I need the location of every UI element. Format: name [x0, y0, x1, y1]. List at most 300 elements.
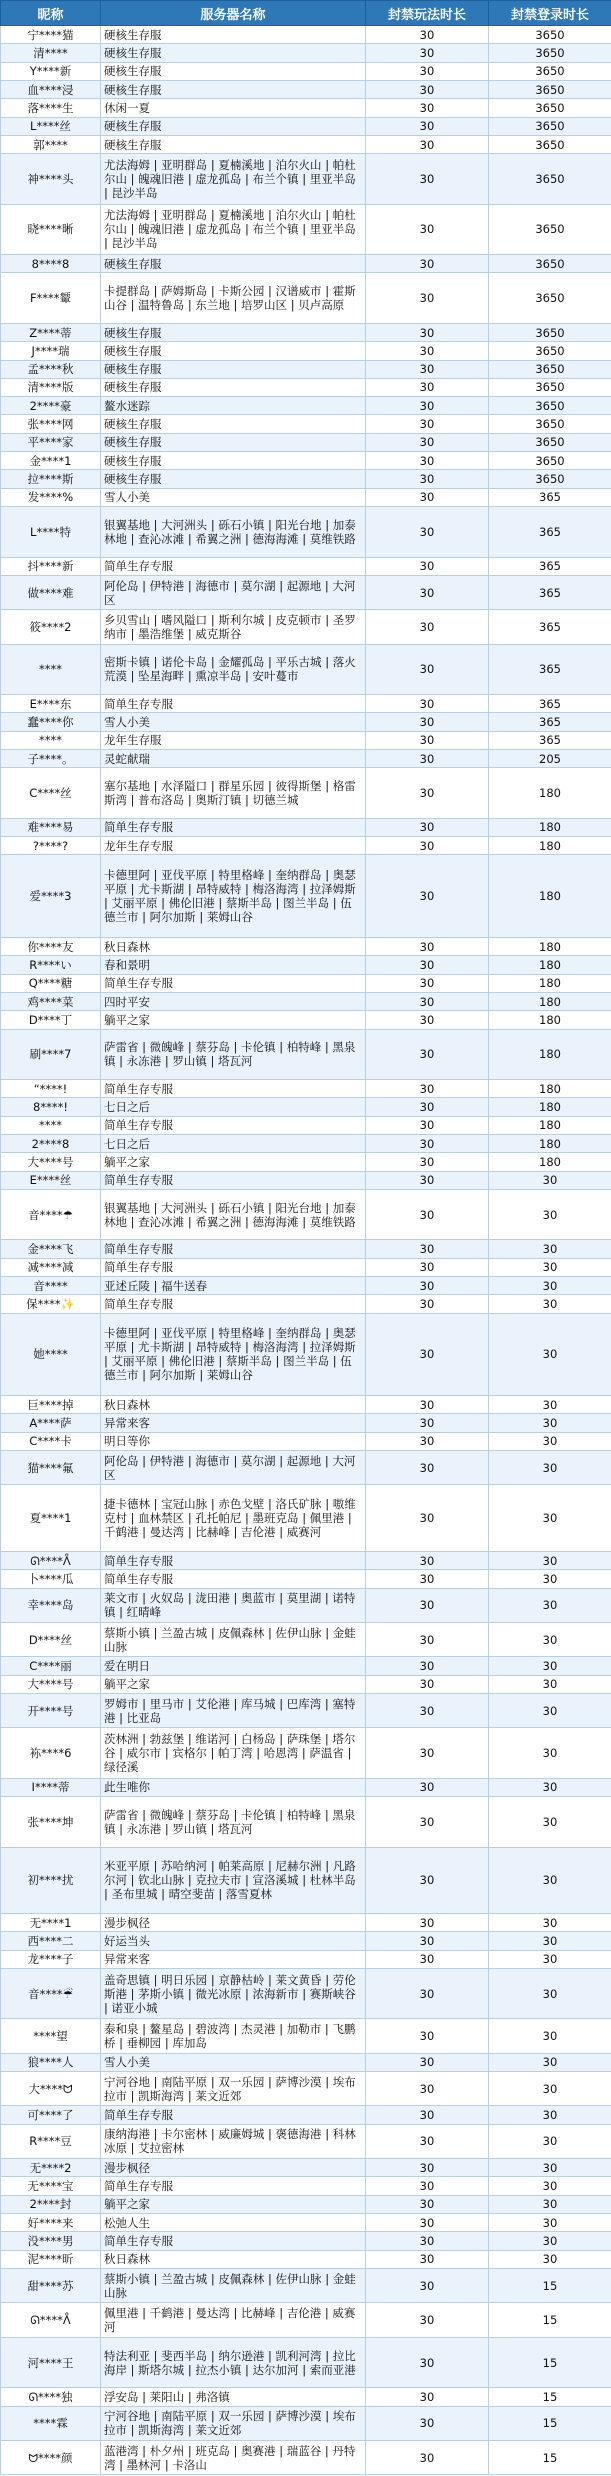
gameplay-ban-cell: 30 — [366, 80, 489, 98]
table-row — [1, 2195, 611, 2213]
header-login-ban-duration: 封禁登录时长 — [489, 1, 611, 26]
server-name-cell: 尤法海姆 | 亚明群岛 | 夏楠溪地 | 泊尔火山 | 帕杜尔山 | 魄魂旧港 | 虚龙孤岛 | 布兰个镇 | 里亚半岛 | 昆沙半岛 — [101, 204, 366, 254]
gameplay-ban-cell: 30 — [366, 1189, 489, 1239]
gameplay-ban-cell: 30 — [366, 452, 489, 470]
server-name-cell: 简单生存专服 — [101, 557, 366, 575]
nickname-cell: 开****号 — [1, 1694, 101, 1728]
login-ban-cell: 3650 — [489, 415, 611, 433]
nickname-cell: 清**** — [1, 44, 101, 62]
server-name-cell: 硬核生存服 — [101, 255, 366, 273]
nickname-cell: 巨****掉 — [1, 1396, 101, 1414]
nickname-cell: 甜****苏 — [1, 2269, 101, 2303]
nickname-cell: E****丝 — [1, 1171, 101, 1189]
nickname-cell: 2****豪 — [1, 397, 101, 415]
nickname-cell: ****望 — [1, 2019, 101, 2053]
server-name-cell: 好运当头 — [101, 1932, 366, 1950]
gameplay-ban-cell: 30 — [366, 2337, 489, 2387]
gameplay-ban-cell: 30 — [366, 62, 489, 80]
gameplay-ban-cell: 30 — [366, 2214, 489, 2232]
login-ban-cell: 365 — [489, 644, 611, 694]
gameplay-ban-cell: 30 — [366, 2053, 489, 2071]
server-name-cell: 躺平之家 — [101, 1675, 366, 1693]
table-row — [1, 1485, 611, 1551]
server-name-cell: 秋日森林 — [101, 1396, 366, 1414]
login-ban-cell: 30 — [489, 1313, 611, 1396]
header-row — [1, 1, 611, 26]
login-ban-cell: 3650 — [489, 255, 611, 273]
gameplay-ban-cell: 30 — [366, 575, 489, 609]
gameplay-ban-cell: 30 — [366, 1116, 489, 1134]
server-name-cell: 松弛人生 — [101, 2214, 366, 2232]
nickname-cell: 她**** — [1, 1313, 101, 1396]
nickname-cell: 拉****斯 — [1, 470, 101, 488]
table-row — [1, 2159, 611, 2177]
server-name-cell: 简单生存专服 — [101, 818, 366, 836]
server-name-cell: 卡德里阿 | 亚伐平原 | 特里格峰 | 奎纳群岛 | 奥瑟平原 | 尤卡斯湖 | 昂特威特 | 梅洛海湾 | 拉泽姆斯 | 艾丽平原 | 佛伦旧港 | 蔡斯半岛 | 图兰半岛 | 伍德兰市 | 阿尔加斯 | 莱姆山谷 — [101, 855, 366, 938]
login-ban-cell: 180 — [489, 855, 611, 938]
login-ban-cell: 180 — [489, 837, 611, 855]
table-row — [1, 342, 611, 360]
login-ban-cell: 180 — [489, 992, 611, 1010]
server-name-cell: 雪人小美 — [101, 713, 366, 731]
header-nickname: 昵称 — [1, 1, 101, 26]
server-name-cell: 此生唯你 — [101, 1778, 366, 1796]
login-ban-cell: 30 — [489, 2177, 611, 2195]
table-row — [1, 1098, 611, 1116]
server-name-cell: 硬核生存服 — [101, 135, 366, 153]
server-name-cell: 罗姆市 | 里马市 | 艾伦港 | 库马城 | 巴库湾 | 塞特港 | 比亚岛 — [101, 1694, 366, 1728]
nickname-cell: 刷****7 — [1, 1029, 101, 1079]
nickname-cell: 做****难 — [1, 575, 101, 609]
server-name-cell: 硬核生存服 — [101, 117, 366, 135]
table-row — [1, 2019, 611, 2053]
nickname-cell: L****特 — [1, 507, 101, 557]
nickname-cell: 郭**** — [1, 135, 101, 153]
table-row — [1, 1134, 611, 1152]
table-row — [1, 2388, 611, 2406]
table-row — [1, 1029, 611, 1079]
gameplay-ban-cell: 30 — [366, 1694, 489, 1728]
nickname-cell: J****瑞 — [1, 342, 101, 360]
gameplay-ban-cell: 30 — [366, 26, 489, 44]
server-name-cell: 蓝港湾 | 朴夕州 | 班克岛 | 奥赛港 | 瑞蓝谷 | 丹特湾 | 墨林河 | 卡洛山 — [101, 2440, 366, 2474]
table-row — [1, 1913, 611, 1931]
table-row — [1, 1276, 611, 1294]
gameplay-ban-cell: 30 — [366, 837, 489, 855]
table-row — [1, 154, 611, 204]
login-ban-cell: 30 — [489, 1847, 611, 1913]
gameplay-ban-cell: 30 — [366, 415, 489, 433]
nickname-cell: ᘏ****ᐰ — [1, 1551, 101, 1569]
nickname-cell: 落****生 — [1, 99, 101, 117]
nickname-cell: 大****号 — [1, 1153, 101, 1171]
nickname-cell: 无****2 — [1, 2159, 101, 2177]
server-name-cell: 简单生存专服 — [101, 1570, 366, 1588]
nickname-cell: ?****? — [1, 837, 101, 855]
server-name-cell: 躺平之家 — [101, 1011, 366, 1029]
server-name-cell: 硬核生存服 — [101, 470, 366, 488]
login-ban-cell: 30 — [489, 2232, 611, 2250]
server-name-cell: 硬核生存服 — [101, 26, 366, 44]
login-ban-cell: 365 — [489, 557, 611, 575]
login-ban-cell: 30 — [489, 2072, 611, 2106]
server-name-cell: 银翼基地 | 大河洲头 | 砾石小镇 | 阳光台地 | 加泰林地 | 查沁冰滩 | 希翼之洲 | 德海海滩 | 莫维铁路 — [101, 1189, 366, 1239]
gameplay-ban-cell: 30 — [366, 342, 489, 360]
login-ban-cell: 3650 — [489, 323, 611, 341]
login-ban-cell: 30 — [489, 2159, 611, 2177]
table-row — [1, 1396, 611, 1414]
gameplay-ban-cell: 30 — [366, 1313, 489, 1396]
server-name-cell: 七日之后 — [101, 1098, 366, 1116]
login-ban-cell: 365 — [489, 488, 611, 506]
table-row — [1, 2072, 611, 2106]
gameplay-ban-cell: 30 — [366, 397, 489, 415]
nickname-cell: 张****坤 — [1, 1797, 101, 1847]
gameplay-ban-cell: 30 — [366, 1276, 489, 1294]
gameplay-ban-cell: 30 — [366, 1728, 489, 1778]
gameplay-ban-cell: 30 — [366, 1396, 489, 1414]
table-row — [1, 62, 611, 80]
table-row — [1, 610, 611, 644]
server-name-cell: 简单生存专服 — [101, 1171, 366, 1189]
server-name-cell: 简单生存专服 — [101, 2177, 366, 2195]
nickname-cell: C****丽 — [1, 1657, 101, 1675]
login-ban-cell: 365 — [489, 713, 611, 731]
login-ban-cell: 180 — [489, 1116, 611, 1134]
gameplay-ban-cell: 30 — [366, 2388, 489, 2406]
table-row — [1, 1778, 611, 1796]
server-name-cell: 宁河谷地 | 南陆平原 | 双一乐园 | 萨博沙漠 | 埃布拉市 | 凯斯海湾 | 莱文近郊 — [101, 2072, 366, 2106]
server-name-cell: 银翼基地 | 大河洲头 | 砾石小镇 | 阳光台地 | 加泰林地 | 查沁冰滩 | 希翼之洲 | 德海海滩 | 莫维铁路 — [101, 507, 366, 557]
gameplay-ban-cell: 30 — [366, 713, 489, 731]
table-row — [1, 2177, 611, 2195]
gameplay-ban-cell: 30 — [366, 937, 489, 955]
server-name-cell: 异常来客 — [101, 1950, 366, 1968]
server-name-cell: 硬核生存服 — [101, 378, 366, 396]
server-name-cell: 简单生存专服 — [101, 2232, 366, 2250]
server-name-cell: 萨雷省 | 微魄峰 | 蔡芬岛 | 卡伦镇 | 柏特峰 | 黑泉镇 | 永冻港 | 罗山镇 | 塔瓦河 — [101, 1029, 366, 1079]
nickname-cell: **** — [1, 1116, 101, 1134]
header-server-name: 服务器名称 — [101, 1, 366, 26]
table-row — [1, 2250, 611, 2268]
gameplay-ban-cell: 30 — [366, 1570, 489, 1588]
login-ban-cell: 30 — [489, 1432, 611, 1450]
nickname-cell: 大****号 — [1, 1675, 101, 1693]
login-ban-cell: 30 — [489, 1240, 611, 1258]
login-ban-cell: 30 — [489, 1414, 611, 1432]
login-ban-cell: 365 — [489, 575, 611, 609]
gameplay-ban-cell: 30 — [366, 2072, 489, 2106]
login-ban-cell: 180 — [489, 974, 611, 992]
login-ban-cell: 30 — [489, 2250, 611, 2268]
table-row — [1, 323, 611, 341]
gameplay-ban-cell: 30 — [366, 1551, 489, 1569]
login-ban-cell: 30 — [489, 1570, 611, 1588]
gameplay-ban-cell: 30 — [366, 1258, 489, 1276]
table-row — [1, 713, 611, 731]
gameplay-ban-cell: 30 — [366, 1778, 489, 1796]
gameplay-ban-cell: 30 — [366, 1913, 489, 1931]
gameplay-ban-cell: 30 — [366, 470, 489, 488]
login-ban-cell: 3650 — [489, 378, 611, 396]
gameplay-ban-cell: 30 — [366, 610, 489, 644]
nickname-cell: 河****王 — [1, 2337, 101, 2387]
table-row — [1, 1079, 611, 1097]
server-name-cell: 简单生存专服 — [101, 1079, 366, 1097]
server-name-cell: 简单生存专服 — [101, 1240, 366, 1258]
table-row — [1, 1313, 611, 1396]
server-name-cell: 简单生存专服 — [101, 2106, 366, 2124]
server-name-cell: 卡提群岛 | 萨姆斯岛 | 卡斯公园 | 汉谱威市 | 霍斯山谷 | 温特鲁岛 | 东兰地 | 培罗山区 | 贝卢高原 — [101, 273, 366, 323]
table-row — [1, 1171, 611, 1189]
table-row — [1, 397, 611, 415]
login-ban-cell: 365 — [489, 610, 611, 644]
nickname-cell: 发****% — [1, 488, 101, 506]
login-ban-cell: 15 — [489, 2337, 611, 2387]
login-ban-cell: 365 — [489, 507, 611, 557]
nickname-cell: 2****封 — [1, 2195, 101, 2213]
login-ban-cell: 30 — [489, 1396, 611, 1414]
server-name-cell: 秋日森林 — [101, 937, 366, 955]
login-ban-cell: 30 — [489, 1295, 611, 1313]
login-ban-cell: 3650 — [489, 433, 611, 451]
table-row — [1, 2440, 611, 2474]
gameplay-ban-cell: 30 — [366, 2159, 489, 2177]
server-name-cell: 龙年生存专服 — [101, 837, 366, 855]
gameplay-ban-cell: 30 — [366, 2124, 489, 2158]
login-ban-cell: 180 — [489, 956, 611, 974]
gameplay-ban-cell: 30 — [366, 1011, 489, 1029]
nickname-cell: 鸡****菜 — [1, 992, 101, 1010]
gameplay-ban-cell: 30 — [366, 1847, 489, 1913]
nickname-cell: 音****☂ — [1, 1189, 101, 1239]
server-name-cell: 萨雷省 | 微魄峰 | 蔡芬岛 | 卡伦镇 | 柏特峰 | 黑泉镇 | 永冻港 | 罗山镇 | 塔瓦河 — [101, 1797, 366, 1847]
table-row — [1, 273, 611, 323]
login-ban-cell: 30 — [489, 1258, 611, 1276]
gameplay-ban-cell: 30 — [366, 956, 489, 974]
table-row — [1, 1622, 611, 1656]
nickname-cell: **** — [1, 644, 101, 694]
table-row — [1, 1295, 611, 1313]
login-ban-cell: 365 — [489, 731, 611, 749]
login-ban-cell: 3650 — [489, 80, 611, 98]
gameplay-ban-cell: 30 — [366, 2019, 489, 2053]
table-row — [1, 1847, 611, 1913]
server-name-cell: 乡贝雪山 | 嗜风隘口 | 斯利尔城 | 皮克顿市 | 圣罗纳市 | 墨浩维堡 | 威克斯谷 — [101, 610, 366, 644]
server-name-cell: 龙年生存服 — [101, 731, 366, 749]
table-row — [1, 1414, 611, 1432]
gameplay-ban-cell: 30 — [366, 2232, 489, 2250]
server-name-cell: 莱文市 | 火奴岛 | 泷田港 | 奥蓝市 | 莫里湖 | 诺特镇 | 红晴峰 — [101, 1588, 366, 1622]
gameplay-ban-cell: 30 — [366, 1968, 489, 2018]
nickname-cell: 保****✨ — [1, 1295, 101, 1313]
nickname-cell: ᘏ****ᐰ — [1, 2303, 101, 2337]
nickname-cell: 平****家 — [1, 433, 101, 451]
table-row — [1, 992, 611, 1010]
gameplay-ban-cell: 30 — [366, 1153, 489, 1171]
nickname-cell: 爱****3 — [1, 855, 101, 938]
server-name-cell: 硬核生存服 — [101, 323, 366, 341]
gameplay-ban-cell: 30 — [366, 1657, 489, 1675]
table-row — [1, 974, 611, 992]
nickname-cell: 晓****晰 — [1, 204, 101, 254]
login-ban-cell: 3650 — [489, 397, 611, 415]
nickname-cell: 血****浸 — [1, 80, 101, 98]
server-name-cell: 特法利亚 | 斐西半岛 | 纳尔逊港 | 凯利河湾 | 拉比海岸 | 斯塔尔城 | 拉杰小镇 | 达尔加河 | 索而亚港 — [101, 2337, 366, 2387]
table-row — [1, 855, 611, 938]
gameplay-ban-cell: 30 — [366, 768, 489, 818]
login-ban-cell: 3650 — [489, 342, 611, 360]
gameplay-ban-cell: 30 — [366, 855, 489, 938]
gameplay-ban-cell: 30 — [366, 273, 489, 323]
server-name-cell: 茨林洲 | 勃兹堡 | 维诺河 | 白杨岛 | 萨珠堡 | 塔尔谷 | 威尔市 | 宾格尔 | 帕丁湾 | 哈恩湾 | 萨温省 | 绿径溪 — [101, 1728, 366, 1778]
gameplay-ban-cell: 30 — [366, 1171, 489, 1189]
table-row — [1, 1551, 611, 1569]
server-name-cell: 硬核生存服 — [101, 44, 366, 62]
nickname-cell: R****い — [1, 956, 101, 974]
gameplay-ban-cell: 30 — [366, 1451, 489, 1485]
login-ban-cell: 30 — [489, 1189, 611, 1239]
table-row — [1, 1258, 611, 1276]
login-ban-cell: 3650 — [489, 154, 611, 204]
table-header — [1, 1, 611, 26]
server-name-cell: 捷卡德林 | 宝冠山脉 | 赤色戈壁 | 洛氏矿脉 | 嗷维克村 | 血林禁区 | 孔托帕尼 | 墨班克岛 | 佩里港 | 千鹤港 | 曼达湾 | 比赫峰 | 吉伦港 | 威赛河 — [101, 1485, 366, 1551]
server-name-cell: 宁河谷地 | 南陆平原 | 双一乐园 | 萨博沙漠 | 埃布拉市 | 凯斯海湾 | 莱文近郊 — [101, 2406, 366, 2440]
gameplay-ban-cell: 30 — [366, 2440, 489, 2474]
table-row — [1, 1694, 611, 1728]
table-row — [1, 2303, 611, 2337]
gameplay-ban-cell: 30 — [366, 818, 489, 836]
gameplay-ban-cell: 30 — [366, 507, 489, 557]
table-row — [1, 135, 611, 153]
table-body — [1, 26, 611, 2475]
server-name-cell: 简单生存专服 — [101, 974, 366, 992]
login-ban-cell: 30 — [489, 2214, 611, 2232]
login-ban-cell: 365 — [489, 695, 611, 713]
login-ban-cell: 3650 — [489, 360, 611, 378]
gameplay-ban-cell: 30 — [366, 1797, 489, 1847]
gameplay-ban-cell: 30 — [366, 1675, 489, 1693]
nickname-cell: R****豆 — [1, 2124, 101, 2158]
nickname-cell: ****霖 — [1, 2406, 101, 2440]
server-name-cell: 康纳海港 | 卡尔密林 | 威廉姆城 | 褒德海港 | 科林冰原 | 艾拉密林 — [101, 2124, 366, 2158]
gameplay-ban-cell: 30 — [366, 117, 489, 135]
server-name-cell: 雪人小美 — [101, 2053, 366, 2071]
server-name-cell: 明日等你 — [101, 1432, 366, 1450]
table-row — [1, 2337, 611, 2387]
login-ban-cell: 180 — [489, 1098, 611, 1116]
login-ban-cell: 30 — [489, 2106, 611, 2124]
server-name-cell: 简单生存专服 — [101, 1116, 366, 1134]
gameplay-ban-cell: 30 — [366, 1932, 489, 1950]
gameplay-ban-cell: 30 — [366, 731, 489, 749]
server-name-cell: 阿伦岛 | 伊特港 | 海德市 | 莫尔湖 | 起源地 | 大河区 — [101, 575, 366, 609]
table-row — [1, 575, 611, 609]
login-ban-cell: 30 — [489, 1932, 611, 1950]
nickname-cell: 可****了 — [1, 2106, 101, 2124]
table-row — [1, 2214, 611, 2232]
login-ban-cell: 180 — [489, 1079, 611, 1097]
nickname-cell: 卜****瓜 — [1, 1570, 101, 1588]
table-row — [1, 26, 611, 44]
table-row — [1, 1675, 611, 1693]
gameplay-ban-cell: 30 — [366, 2177, 489, 2195]
login-ban-cell: 15 — [489, 2269, 611, 2303]
server-name-cell: 蔡斯小镇 | 兰盈古城 | 皮佩森林 | 佐伊山脉 | 金蛙山脉 — [101, 1622, 366, 1656]
table-row — [1, 937, 611, 955]
server-name-cell: 雪人小美 — [101, 488, 366, 506]
gameplay-ban-cell: 30 — [366, 1079, 489, 1097]
login-ban-cell: 30 — [489, 1778, 611, 1796]
login-ban-cell: 30 — [489, 1694, 611, 1728]
table-row — [1, 1116, 611, 1134]
table-row — [1, 837, 611, 855]
server-name-cell: 卡德里阿 | 亚伐平原 | 特里格峰 | 奎纳群岛 | 奥瑟平原 | 尤卡斯湖 | 昂特威特 | 梅洛海湾 | 拉泽姆斯 | 艾丽平原 | 佛伦旧港 | 蔡斯半岛 | 图兰半岛 | 伍德兰市 | 阿尔加斯 | 莱姆山谷 — [101, 1313, 366, 1396]
nickname-cell: Q****糖 — [1, 974, 101, 992]
login-ban-cell: 30 — [489, 1551, 611, 1569]
nickname-cell: 8****! — [1, 1098, 101, 1116]
server-name-cell: 尤法海姆 | 亚明群岛 | 夏楠溪地 | 泊尔火山 | 帕杜尔山 | 魄魂旧港 | 虚龙孤岛 | 布兰个镇 | 里亚半岛 | 昆沙半岛 — [101, 154, 366, 204]
nickname-cell: Z****蒂 — [1, 323, 101, 341]
login-ban-cell: 3650 — [489, 135, 611, 153]
nickname-cell: 西****二 — [1, 1932, 101, 1950]
server-name-cell: 爱在明日 — [101, 1657, 366, 1675]
login-ban-cell: 3650 — [489, 44, 611, 62]
nickname-cell: 孟****秋 — [1, 360, 101, 378]
gameplay-ban-cell: 30 — [366, 1295, 489, 1313]
table-row — [1, 731, 611, 749]
nickname-cell: I****蒂 — [1, 1778, 101, 1796]
table-row — [1, 750, 611, 768]
table-row — [1, 1570, 611, 1588]
server-name-cell: 泰和泉 | 鳌星岛 | 碧波湾 | 杰灵港 | 加勒市 | 飞鹏桥 | 垂柳园 | 库加岛 — [101, 2019, 366, 2053]
server-name-cell: 硬核生存服 — [101, 80, 366, 98]
nickname-cell: F****颦 — [1, 273, 101, 323]
gameplay-ban-cell: 30 — [366, 2303, 489, 2337]
login-ban-cell: 30 — [489, 1675, 611, 1693]
table-row — [1, 452, 611, 470]
server-name-cell: 蔡斯小镇 | 兰盈古城 | 皮佩森林 | 佐伊山脉 | 金蛙山脉 — [101, 2269, 366, 2303]
table-row — [1, 1657, 611, 1675]
server-name-cell: 盖奇思镇 | 明日乐园 | 京静枯岭 | 莱文黄昏 | 劳伦斯港 | 茅斯小镇 | 微光冰原 | 浓海新市 | 赛斯峡谷 | 诺亚小城 — [101, 1968, 366, 2018]
gameplay-ban-cell: 30 — [366, 1134, 489, 1152]
nickname-cell: 好****来 — [1, 2214, 101, 2232]
table-row — [1, 2124, 611, 2158]
table-row — [1, 433, 611, 451]
login-ban-cell: 30 — [489, 1171, 611, 1189]
table-row — [1, 99, 611, 117]
server-name-cell: 休闲一夏 — [101, 99, 366, 117]
login-ban-cell: 3650 — [489, 470, 611, 488]
server-name-cell: 躺平之家 — [101, 1153, 366, 1171]
nickname-cell: 抖****新 — [1, 557, 101, 575]
table-row — [1, 1932, 611, 1950]
nickname-cell: 金****飞 — [1, 1240, 101, 1258]
login-ban-cell: 3650 — [489, 99, 611, 117]
server-name-cell: 灵蛇献瑞 — [101, 750, 366, 768]
table-row — [1, 44, 611, 62]
nickname-cell: 音**** — [1, 1276, 101, 1294]
table-row — [1, 378, 611, 396]
login-ban-cell: 15 — [489, 2406, 611, 2440]
nickname-cell: E****东 — [1, 695, 101, 713]
nickname-cell: 没****男 — [1, 2232, 101, 2250]
server-name-cell: 硬核生存服 — [101, 415, 366, 433]
nickname-cell: 宁****猫 — [1, 26, 101, 44]
nickname-cell: C****卡 — [1, 1432, 101, 1450]
nickname-cell: 幸****岛 — [1, 1588, 101, 1622]
gameplay-ban-cell: 30 — [366, 1622, 489, 1656]
